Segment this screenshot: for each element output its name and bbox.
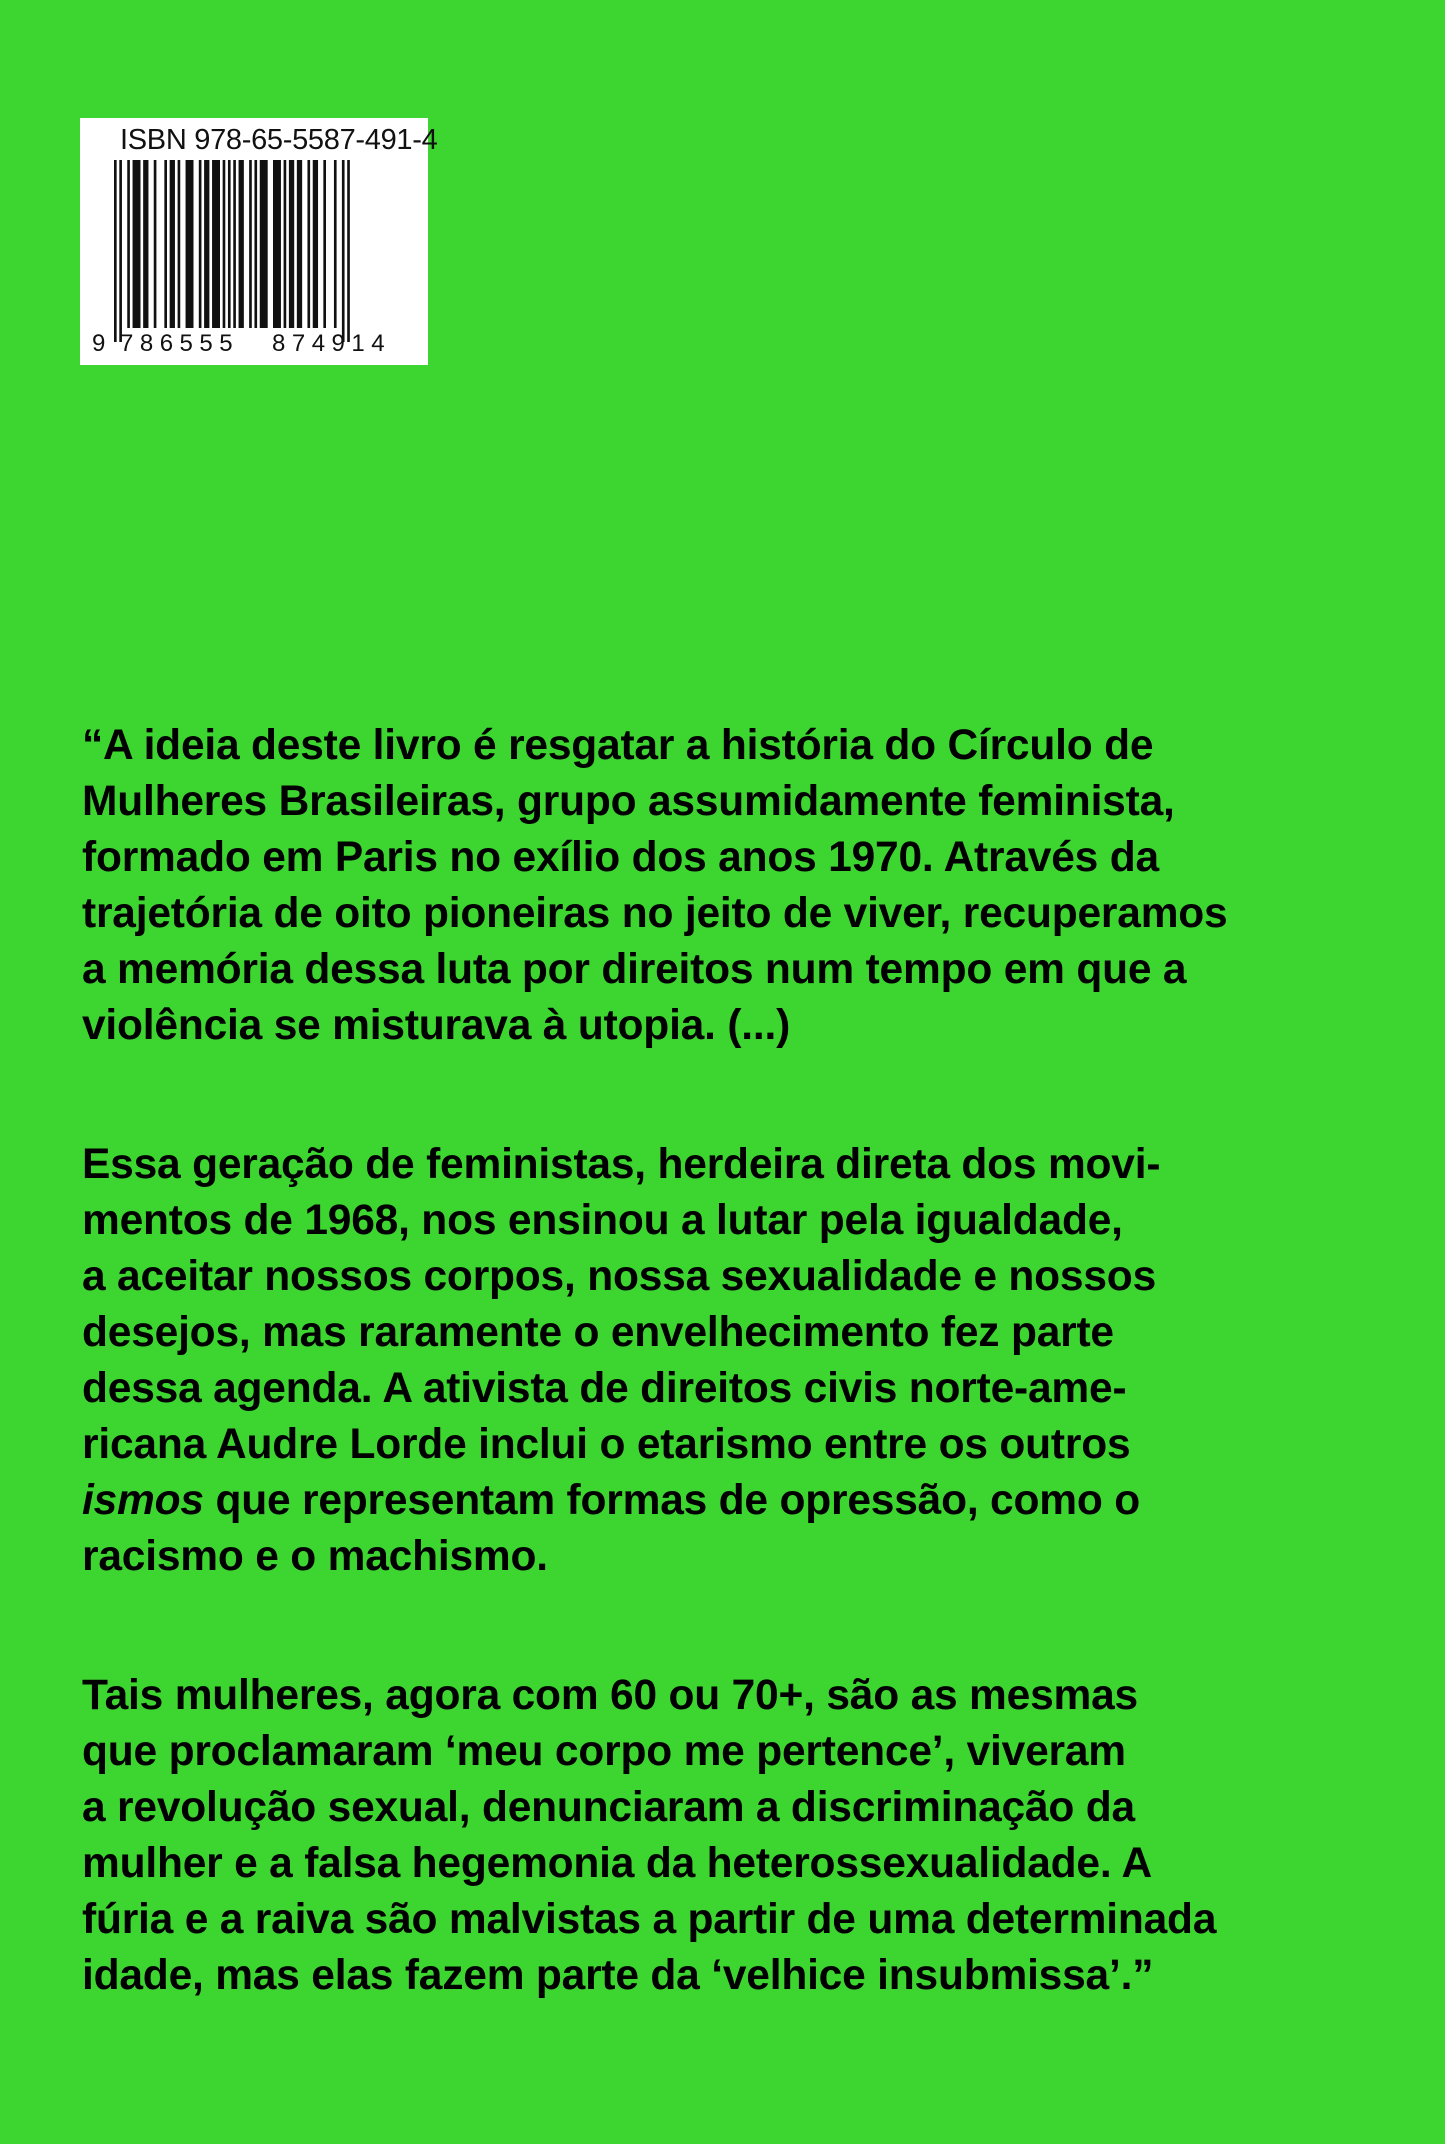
text-line: dessa agenda. A ativista de direitos civis norte-ame-: [82, 1365, 1127, 1412]
barcode-bar: [204, 160, 209, 328]
barcode-bar: [199, 160, 202, 328]
barcode-bar: [164, 160, 167, 328]
text-line: a aceitar nossos corpos, nossa sexualidade e nossos: [82, 1253, 1157, 1300]
barcode-bar: [127, 160, 130, 328]
text-line: “A ideia deste livro é resgatar a história do Círculo de: [82, 722, 1154, 769]
text-line: Mulheres Brasileiras, grupo assumidamente feminista,: [82, 778, 1175, 825]
text-line: violência se misturava à utopia. (...): [82, 1002, 791, 1049]
quote-paragraph-3: [82, 1668, 1382, 2004]
text-line: a memória dessa luta por direitos num tempo em que a: [82, 946, 1187, 993]
barcode-digit-first: 9: [92, 330, 106, 357]
text-line: [82, 1473, 1382, 1529]
text-line: racismo e o machismo.: [82, 1533, 548, 1580]
isbn-label: ISBN 978-65-5587-491-4: [120, 124, 438, 156]
text-line: a revolução sexual, denunciaram a discriminação da: [82, 1784, 1135, 1831]
barcode-bar: [114, 160, 117, 342]
text-line: Essa geração de feministas, herdeira direta dos movi-: [82, 1141, 1161, 1188]
barcode-bar: [289, 160, 294, 328]
barcode-bar: [313, 160, 318, 328]
barcode-bar: [223, 160, 226, 328]
italic-word: ismos: [82, 1477, 204, 1524]
text-line: idade, mas elas fazem parte da ‘velhice insubmissa’.”: [82, 1952, 1154, 1999]
barcode-bar: [233, 160, 236, 328]
text-line: ricana Audre Lorde inclui o etarismo entre os outros: [82, 1421, 1131, 1468]
barcode-bar: [323, 160, 326, 328]
text-line: que proclamaram ‘meu corpo me pertence’, viveram: [82, 1728, 1126, 1775]
barcode-bar: [273, 160, 281, 328]
barcode-bar: [143, 160, 148, 328]
barcode-bar: [297, 160, 302, 328]
text-line: fúria e a raiva são malvistas a partir de uma determinada: [82, 1896, 1217, 1943]
barcode-bar: [186, 160, 194, 328]
barcode-bar: [228, 160, 231, 328]
barcode-bar: [212, 160, 220, 328]
quote-paragraph-1: [82, 718, 1382, 1054]
barcode-bar: [239, 160, 244, 328]
text-line: mulher e a falsa hegemonia da heterossexualidade. A: [82, 1840, 1153, 1887]
barcode-bar: [254, 160, 257, 328]
barcode-digits: [80, 330, 428, 360]
barcode-bar: [119, 160, 122, 342]
barcode-bar: [347, 160, 350, 342]
isbn-barcode: [80, 118, 438, 365]
quote-paragraph-2: [82, 1137, 1382, 1585]
barcode-bar: [334, 160, 337, 328]
text-line: trajetória de oito pioneiras no jeito de viver, recuperamos: [82, 890, 1228, 937]
barcode-bar: [154, 160, 157, 328]
barcode-bar: [133, 160, 141, 328]
text-line-rest: que representam formas de opressão, como o: [203, 1477, 1140, 1524]
text-line: Tais mulheres, agora com 60 ou 70+, são as mesmas: [82, 1672, 1138, 1719]
barcode-bar: [342, 160, 345, 342]
barcode-digits-left: 786555: [120, 330, 240, 357]
text-line: desejos, mas raramente o envelhecimento fez parte: [82, 1309, 1114, 1356]
barcode-bars: [80, 118, 428, 365]
barcode-bar: [170, 160, 175, 328]
barcode-digits-right: 874914: [272, 330, 392, 357]
text-line: mentos de 1968, nos ensinou a lutar pela igualdade,: [82, 1197, 1123, 1244]
barcode-bar: [284, 160, 287, 328]
barcode-bar: [249, 160, 252, 328]
barcode-bar: [178, 160, 181, 328]
barcode-bar: [260, 160, 268, 328]
text-line: formado em Paris no exílio dos anos 1970. Através da: [82, 834, 1159, 881]
barcode-bar: [307, 160, 310, 328]
